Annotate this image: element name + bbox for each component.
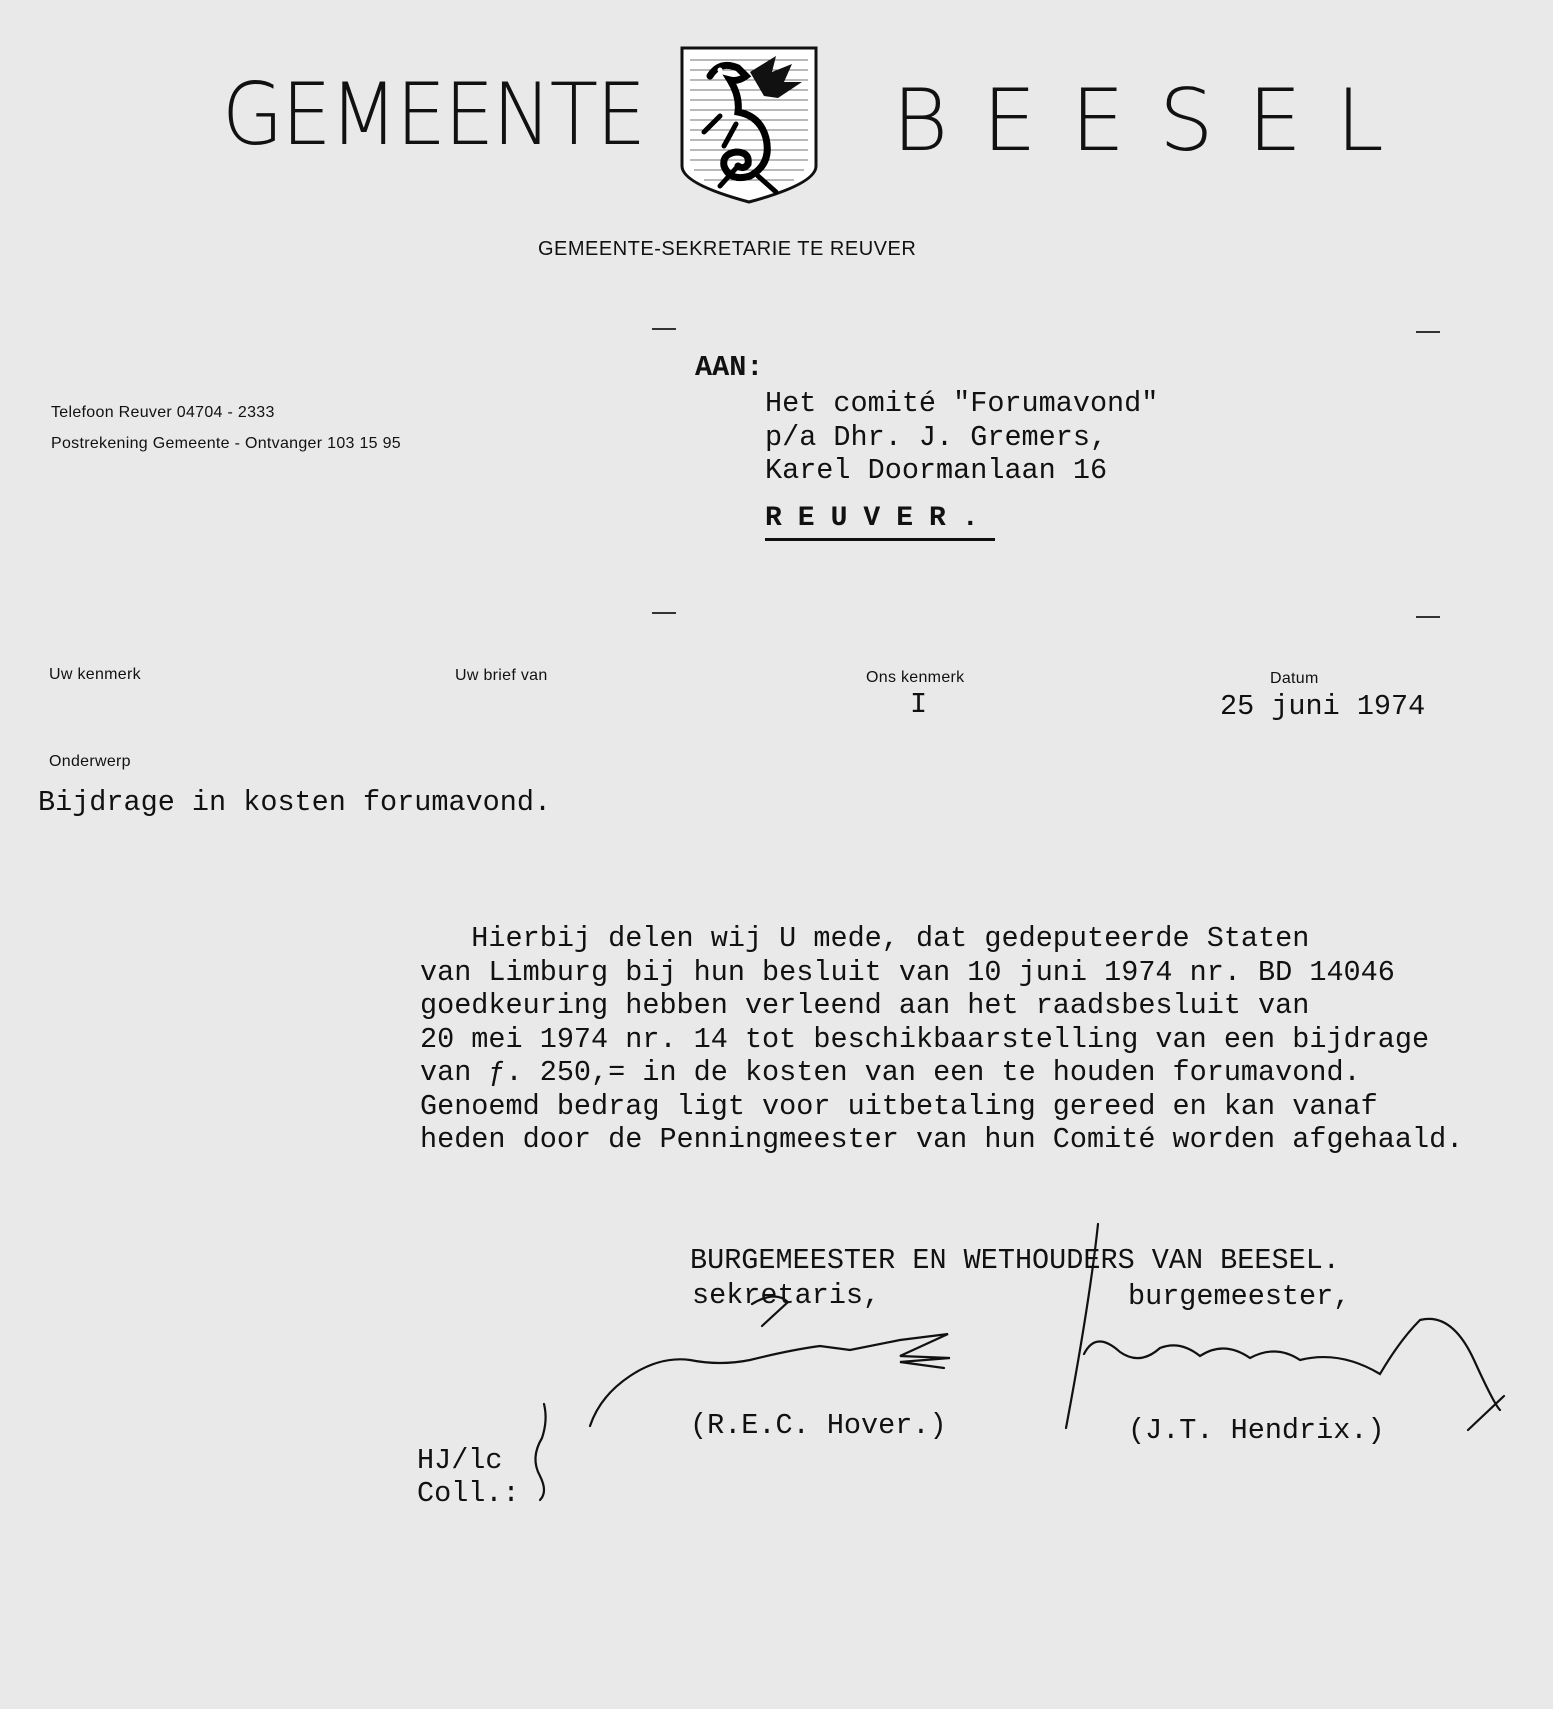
- body-line: van Limburg bij hun besluit van 10 juni 1974 nr. BD 14046: [420, 955, 1395, 989]
- recipient-city: REUVER.: [765, 503, 995, 541]
- recipient-line-3: Karel Doormanlaan 16: [765, 454, 1108, 487]
- secretary-name: (R.E.C. Hover.): [690, 1409, 947, 1442]
- window-mark-bottom-right: [1416, 616, 1440, 618]
- letterhead-left-word: GEMEENTE: [222, 65, 645, 165]
- letterhead-right-word: BEESEL: [892, 71, 1418, 171]
- mayor-signature-tail: [1468, 1396, 1504, 1430]
- secretary-title: sekretaris,: [692, 1279, 881, 1312]
- uw-kenmerk-label: Uw kenmerk: [49, 666, 141, 683]
- window-mark-top-left: [652, 328, 676, 330]
- recipient-line-1: Het comité "Forumavond": [765, 387, 1159, 420]
- body-line: heden door de Penningmeester van hun Comité worden afgehaald.: [420, 1123, 1464, 1156]
- subject-label: Onderwerp: [49, 753, 131, 770]
- subject-value: Bijdrage in kosten forumavond.: [38, 786, 552, 819]
- body-line: goedkeuring hebben verleend aan het raadsbesluit van: [420, 989, 1310, 1022]
- uw-brief-label: Uw brief van: [455, 667, 548, 684]
- initials-line: HJ/lc: [417, 1444, 503, 1477]
- recipient-label: AAN:: [695, 351, 764, 384]
- ons-kenmerk-value: I: [910, 688, 928, 721]
- body-paragraph: [420, 922, 1463, 1157]
- ons-kenmerk-label: Ons kenmerk: [866, 669, 965, 686]
- window-mark-top-right: [1416, 331, 1440, 333]
- department-line: GEMEENTE-SEKRETARIE TE REUVER: [538, 238, 917, 260]
- window-mark-bottom-left: [652, 612, 676, 614]
- mayor-signature: [1084, 1319, 1500, 1410]
- body-line: Genoemd bedrag ligt voor uitbetaling gereed en kan vanaf: [420, 1089, 1378, 1123]
- phone-line: Telefoon Reuver 04704 - 2333: [51, 404, 275, 421]
- dragon-crest-icon: [680, 46, 818, 204]
- body-line: 20 mei 1974 nr. 14 tot beschikbaarstelling van een bijdrage: [420, 1022, 1430, 1056]
- coll-bracket: [535, 1404, 545, 1500]
- signature-heading: BURGEMEESTER EN WETHOUDERS VAN BEESEL.: [690, 1244, 1340, 1277]
- coll-line: Coll.:: [417, 1477, 520, 1510]
- recipient-line-2: p/a Dhr. J. Gremers,: [765, 421, 1108, 454]
- mayor-name: (J.T. Hendrix.): [1128, 1414, 1385, 1447]
- body-line: Hierbij delen wij U mede, dat gedeputeerde Staten: [420, 922, 1310, 955]
- datum-value: 25 juni 1974: [1220, 690, 1426, 723]
- giro-line: Postrekening Gemeente - Ontvanger 103 15 95: [51, 435, 402, 452]
- mayor-title: burgemeester,: [1128, 1280, 1351, 1313]
- body-line: van ƒ. 250,= in de kosten van een te houden forumavond.: [420, 1056, 1361, 1089]
- datum-label: Datum: [1270, 670, 1319, 687]
